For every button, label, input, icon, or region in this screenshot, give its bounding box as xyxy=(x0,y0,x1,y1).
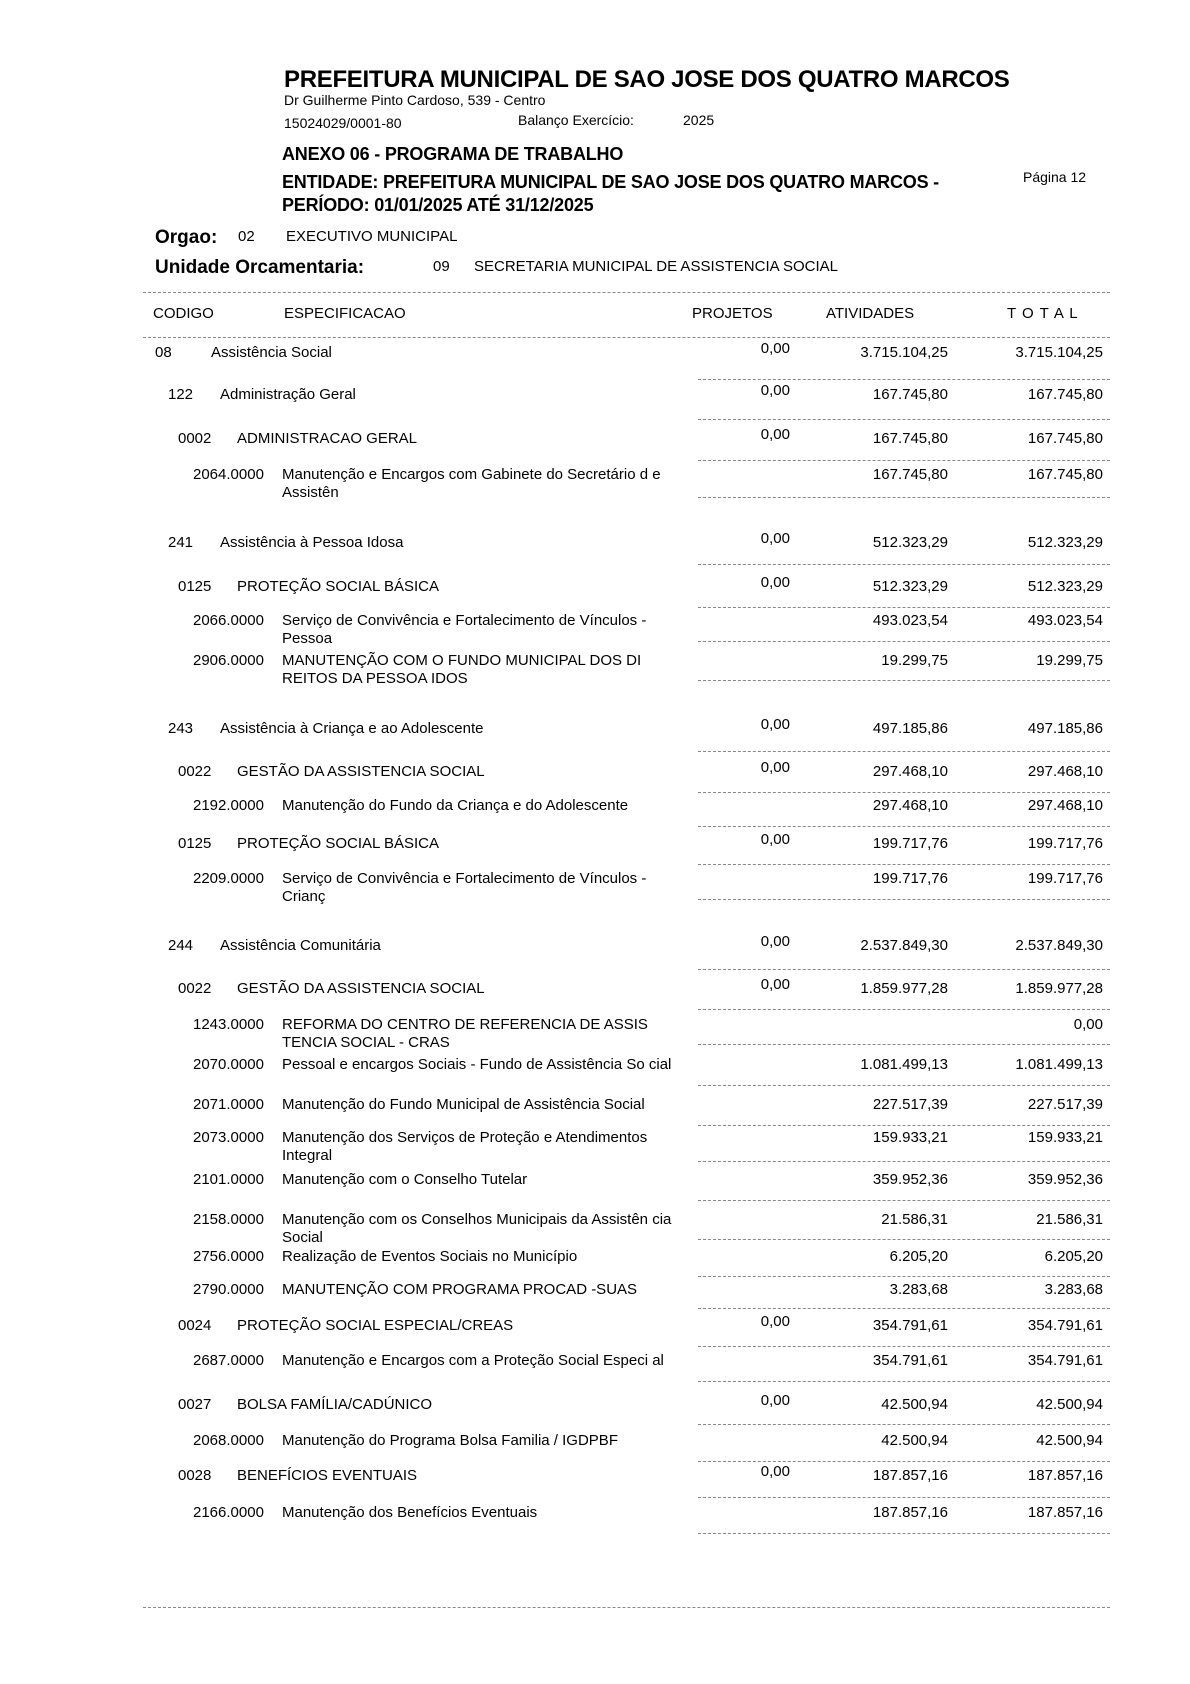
row-total: 187.857,16 xyxy=(1027,1467,1103,1484)
row-atividades: 227.517,39 xyxy=(872,1096,948,1113)
row-divider xyxy=(698,419,1110,420)
row-atividades: 167.745,80 xyxy=(872,386,948,403)
row-description: Manutenção dos Serviços de Proteção e Atendimentos Integral xyxy=(282,1129,648,1164)
row-description: Administração Geral xyxy=(220,386,356,403)
row-projetos: 0,00 xyxy=(760,426,790,443)
row-atividades: 497.185,86 xyxy=(872,720,948,737)
row-total: 6.205,20 xyxy=(1044,1248,1103,1265)
row-code: 2070.0000 xyxy=(193,1056,264,1073)
row-description: GESTÃO DA ASSISTENCIA SOCIAL xyxy=(237,980,485,997)
row-code: 243 xyxy=(168,720,194,737)
row-total: 167.745,80 xyxy=(1027,466,1103,483)
row-divider xyxy=(698,899,1110,900)
row-projetos: 0,00 xyxy=(760,716,790,733)
row-atividades: 187.857,16 xyxy=(872,1504,948,1521)
row-divider xyxy=(698,1276,1110,1277)
row-divider xyxy=(698,1085,1110,1086)
row-atividades: 187.857,16 xyxy=(872,1467,948,1484)
row-total: 167.745,80 xyxy=(1027,386,1103,403)
row-projetos: 0,00 xyxy=(760,1313,790,1330)
row-atividades: 21.586,31 xyxy=(881,1211,948,1228)
row-total: 187.857,16 xyxy=(1027,1504,1103,1521)
row-total: 0,00 xyxy=(1073,1016,1103,1033)
row-description: Serviço de Convivência e Fortalecimento de Vínculos - Crianç xyxy=(282,870,647,905)
row-projetos: 0,00 xyxy=(760,933,790,950)
row-divider xyxy=(698,751,1110,752)
row-divider xyxy=(698,607,1110,608)
row-atividades: 512.323,29 xyxy=(872,578,948,595)
row-divider xyxy=(698,564,1110,565)
row-projetos: 0,00 xyxy=(760,382,790,399)
orgao-name: EXECUTIVO MUNICIPAL xyxy=(286,228,458,245)
row-description: PROTEÇÃO SOCIAL ESPECIAL/CREAS xyxy=(237,1317,514,1334)
row-projetos: 0,00 xyxy=(760,340,790,357)
row-code: 2066.0000 xyxy=(193,612,264,629)
address: Dr Guilherme Pinto Cardoso, 539 - Centro xyxy=(284,92,546,108)
row-description: Assistência à Pessoa Idosa xyxy=(220,534,404,551)
row-total: 167.745,80 xyxy=(1027,430,1103,447)
row-total: 1.859.977,28 xyxy=(1015,980,1103,997)
row-projetos: 0,00 xyxy=(760,574,790,591)
row-code: 2071.0000 xyxy=(193,1096,264,1113)
row-code: 122 xyxy=(168,386,194,403)
row-code: 0027 xyxy=(178,1396,212,1413)
page-title: PREFEITURA MUNICIPAL DE SAO JOSE DOS QUATRO MARCOS xyxy=(284,66,1010,93)
row-atividades: 359.952,36 xyxy=(872,1171,948,1188)
row-divider xyxy=(698,1381,1110,1382)
unidade-name: SECRETARIA MUNICIPAL DE ASSISTENCIA SOCIAL xyxy=(474,258,838,275)
row-divider xyxy=(698,1239,1110,1240)
divider xyxy=(143,292,1110,293)
row-code: 2064.0000 xyxy=(193,466,264,483)
row-description: Manutenção dos Benefícios Eventuais xyxy=(282,1504,538,1521)
footer-divider xyxy=(143,1607,1110,1608)
row-code: 2192.0000 xyxy=(193,797,264,814)
row-atividades: 167.745,80 xyxy=(872,466,948,483)
row-total: 359.952,36 xyxy=(1027,1171,1103,1188)
row-divider xyxy=(698,641,1110,642)
balanco-year: 2025 xyxy=(683,112,715,128)
periodo: PERÍODO: 01/01/2025 ATÉ 31/12/2025 xyxy=(282,195,594,215)
unidade-label: Unidade Orcamentaria: xyxy=(155,257,365,278)
row-description: BENEFÍCIOS EVENTUAIS xyxy=(237,1467,418,1484)
row-divider xyxy=(698,1533,1110,1534)
row-projetos: 0,00 xyxy=(760,831,790,848)
row-total: 2.537.849,30 xyxy=(1015,937,1103,954)
row-total: 512.323,29 xyxy=(1027,534,1103,551)
page-number: Página 12 xyxy=(1023,169,1087,185)
row-atividades: 3.283,68 xyxy=(889,1281,948,1298)
row-total: 42.500,94 xyxy=(1036,1396,1103,1413)
row-code: 0125 xyxy=(178,578,212,595)
row-description: REFORMA DO CENTRO DE REFERENCIA DE ASSIS TENCIA SOCIAL - CRAS xyxy=(282,1016,648,1051)
divider xyxy=(143,337,1110,338)
row-atividades: 2.537.849,30 xyxy=(860,937,948,954)
row-code: 2101.0000 xyxy=(193,1171,264,1188)
row-atividades: 199.717,76 xyxy=(872,870,948,887)
row-code: 08 xyxy=(155,344,172,361)
col-projetos: PROJETOS xyxy=(692,305,773,322)
row-total: 297.468,10 xyxy=(1027,797,1103,814)
anexo-title: ANEXO 06 - PROGRAMA DE TRABALHO xyxy=(282,144,624,164)
row-description: Assistência Comunitária xyxy=(220,937,381,954)
row-code: 244 xyxy=(168,937,194,954)
row-divider xyxy=(698,792,1110,793)
row-code: 0022 xyxy=(178,980,212,997)
row-description: Manutenção do Programa Bolsa Familia / IGDPBF xyxy=(282,1432,618,1449)
row-code: 2158.0000 xyxy=(193,1211,264,1228)
row-divider xyxy=(698,1497,1110,1498)
row-description: BOLSA FAMÍLIA/CADÚNICO xyxy=(237,1396,433,1413)
row-projetos: 0,00 xyxy=(760,1463,790,1480)
row-projetos: 0,00 xyxy=(760,1392,790,1409)
row-total: 354.791,61 xyxy=(1027,1317,1103,1334)
row-description: MANUTENÇÃO COM O FUNDO MUNICIPAL DOS DI REITOS DA PESSOA IDOS xyxy=(282,652,642,687)
row-total: 497.185,86 xyxy=(1027,720,1103,737)
row-total: 3.283,68 xyxy=(1044,1281,1103,1298)
row-divider xyxy=(698,1009,1110,1010)
row-divider xyxy=(698,826,1110,827)
row-description: Manutenção com os Conselhos Municipais da Assistên cia Social xyxy=(282,1211,672,1246)
row-total: 297.468,10 xyxy=(1027,763,1103,780)
row-atividades: 297.468,10 xyxy=(872,797,948,814)
row-total: 1.081.499,13 xyxy=(1015,1056,1103,1073)
row-description: Assistência Social xyxy=(211,344,332,361)
row-description: Pessoal e encargos Sociais - Fundo de Assistência So cial xyxy=(282,1056,672,1073)
row-code: 1243.0000 xyxy=(193,1016,264,1033)
row-atividades: 3.715.104,25 xyxy=(860,344,948,361)
row-code: 2756.0000 xyxy=(193,1248,264,1265)
row-divider xyxy=(698,680,1110,681)
row-code: 241 xyxy=(168,534,194,551)
row-description: Manutenção e Encargos com a Proteção Social Especi al xyxy=(282,1352,664,1369)
row-divider xyxy=(698,1044,1110,1045)
col-codigo: CODIGO xyxy=(153,305,214,322)
row-total: 354.791,61 xyxy=(1027,1352,1103,1369)
col-especificacao: ESPECIFICACAO xyxy=(284,305,406,322)
row-total: 159.933,21 xyxy=(1027,1129,1103,1146)
row-code: 0022 xyxy=(178,763,212,780)
row-description: PROTEÇÃO SOCIAL BÁSICA xyxy=(237,578,439,595)
row-description: Assistência à Criança e ao Adolescente xyxy=(220,720,484,737)
row-description: Manutenção do Fundo da Criança e do Adolescente xyxy=(282,797,629,814)
row-divider xyxy=(698,864,1110,865)
row-divider xyxy=(698,460,1110,461)
row-description: Manutenção com o Conselho Tutelar xyxy=(282,1171,528,1188)
balanco-label: Balanço Exercício: xyxy=(518,112,634,128)
row-atividades: 19.299,75 xyxy=(881,652,948,669)
row-divider xyxy=(698,1308,1110,1309)
row-divider xyxy=(698,1461,1110,1462)
row-atividades: 512.323,29 xyxy=(872,534,948,551)
unidade-code: 09 xyxy=(433,258,450,275)
row-code: 2073.0000 xyxy=(193,1129,264,1146)
row-description: ADMINISTRACAO GERAL xyxy=(237,430,418,447)
row-description: Realização de Eventos Sociais no Município xyxy=(282,1248,578,1265)
row-divider xyxy=(698,969,1110,970)
row-atividades: 159.933,21 xyxy=(872,1129,948,1146)
row-total: 21.586,31 xyxy=(1036,1211,1103,1228)
row-code: 0125 xyxy=(178,835,212,852)
row-atividades: 354.791,61 xyxy=(872,1317,948,1334)
row-divider xyxy=(698,497,1110,498)
row-code: 2906.0000 xyxy=(193,652,264,669)
col-atividades: ATIVIDADES xyxy=(826,305,915,322)
row-projetos: 0,00 xyxy=(760,759,790,776)
row-atividades: 297.468,10 xyxy=(872,763,948,780)
row-code: 0002 xyxy=(178,430,212,447)
row-divider xyxy=(698,1161,1110,1162)
row-atividades: 1.081.499,13 xyxy=(860,1056,948,1073)
row-total: 199.717,76 xyxy=(1027,835,1103,852)
row-description: Manutenção do Fundo Municipal de Assistência Social xyxy=(282,1096,645,1113)
row-atividades: 199.717,76 xyxy=(872,835,948,852)
row-projetos: 0,00 xyxy=(760,530,790,547)
row-atividades: 1.859.977,28 xyxy=(860,980,948,997)
row-code: 0024 xyxy=(178,1317,212,1334)
row-code: 2687.0000 xyxy=(193,1352,264,1369)
orgao-label: Orgao: xyxy=(155,227,218,248)
orgao-code: 02 xyxy=(238,228,255,245)
row-divider xyxy=(698,1424,1110,1425)
row-atividades: 354.791,61 xyxy=(872,1352,948,1369)
row-projetos: 0,00 xyxy=(760,976,790,993)
row-total: 19.299,75 xyxy=(1036,652,1103,669)
row-code: 2068.0000 xyxy=(193,1432,264,1449)
row-total: 42.500,94 xyxy=(1036,1432,1103,1449)
row-description: GESTÃO DA ASSISTENCIA SOCIAL xyxy=(237,763,485,780)
cnpj: 15024029/0001-80 xyxy=(284,115,402,131)
row-atividades: 42.500,94 xyxy=(881,1396,948,1413)
row-total: 3.715.104,25 xyxy=(1015,344,1103,361)
row-total: 493.023,54 xyxy=(1027,612,1103,629)
row-code: 0028 xyxy=(178,1467,212,1484)
col-total: T O T A L xyxy=(1007,305,1079,322)
entidade: ENTIDADE: PREFEITURA MUNICIPAL DE SAO JOSE DOS QUATRO MARCOS - xyxy=(282,172,939,192)
row-divider xyxy=(698,379,1110,380)
row-atividades: 167.745,80 xyxy=(872,430,948,447)
row-description: Serviço de Convivência e Fortalecimento de Vínculos - Pessoa xyxy=(282,612,647,647)
row-divider xyxy=(698,1200,1110,1201)
row-divider xyxy=(698,1346,1110,1347)
row-code: 2209.0000 xyxy=(193,870,264,887)
row-total: 227.517,39 xyxy=(1027,1096,1103,1113)
row-total: 512.323,29 xyxy=(1027,578,1103,595)
row-code: 2166.0000 xyxy=(193,1504,264,1521)
row-code: 2790.0000 xyxy=(193,1281,264,1298)
row-divider xyxy=(698,1125,1110,1126)
row-description: Manutenção e Encargos com Gabinete do Secretário d e Assistên xyxy=(282,466,661,501)
row-description: MANUTENÇÃO COM PROGRAMA PROCAD -SUAS xyxy=(282,1281,638,1298)
row-atividades: 42.500,94 xyxy=(881,1432,948,1449)
row-atividades: 493.023,54 xyxy=(872,612,948,629)
row-atividades: 6.205,20 xyxy=(889,1248,948,1265)
row-description: PROTEÇÃO SOCIAL BÁSICA xyxy=(237,835,439,852)
row-total: 199.717,76 xyxy=(1027,870,1103,887)
